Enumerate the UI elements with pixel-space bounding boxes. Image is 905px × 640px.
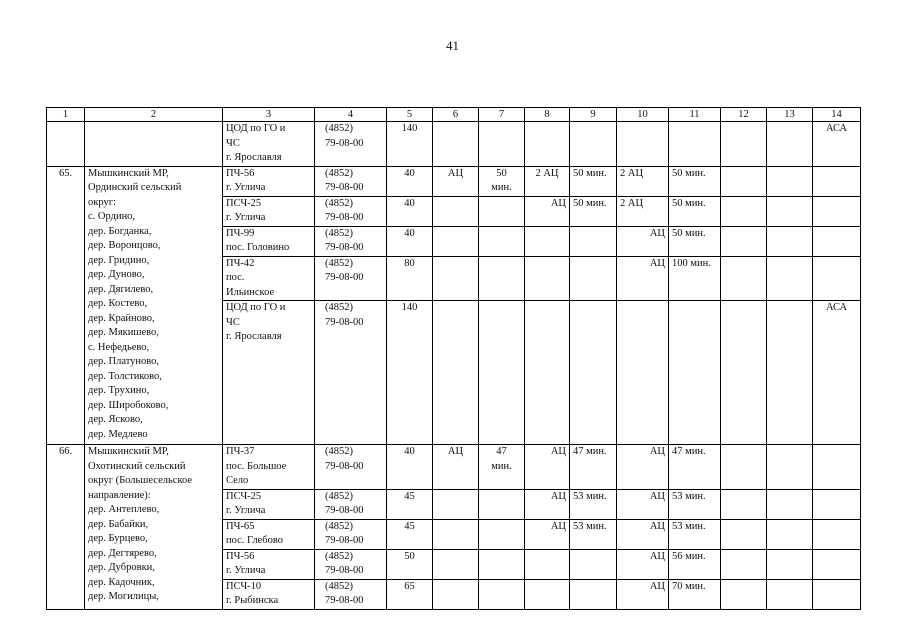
cell-10: 2 АЦ	[617, 166, 669, 196]
page-number: 41	[446, 38, 459, 53]
cell-8: АЦ	[525, 445, 570, 490]
cell-8	[525, 301, 570, 445]
cell-12	[721, 549, 767, 579]
row-number: 66.	[47, 445, 85, 610]
table-row	[47, 122, 861, 167]
cell-14	[813, 489, 861, 519]
cell-12	[721, 226, 767, 256]
unit-cell: ЦОД по ГО и ЧС г. Ярославля	[223, 301, 315, 445]
cell-6	[433, 226, 479, 256]
header-cell: 14	[813, 108, 861, 122]
cell-10: АЦ	[617, 579, 669, 609]
header-cell: 5	[387, 108, 433, 122]
table-row	[47, 166, 861, 196]
cell-10: АЦ	[617, 519, 669, 549]
cell-7	[479, 122, 525, 167]
settlement-cell: Мышкинский МР, Охотинский сельский округ (Большесельское направление): дер. Антеплево, дер. Бабайки, дер. Бурцево, дер. Дегтярево, дер. Дубровки, дер. Кадочник, дер. Могилицы,	[85, 445, 223, 610]
unit-cell: ПСЧ-10 г. Рыбинска	[223, 579, 315, 609]
cell-10: АЦ	[617, 226, 669, 256]
cell-12	[721, 489, 767, 519]
row-number	[47, 122, 85, 167]
cell-9: 53 мин.	[570, 489, 617, 519]
unit-cell: ПЧ-99 пос. Головино	[223, 226, 315, 256]
cell-9	[570, 256, 617, 301]
cell-9: 53 мин.	[570, 519, 617, 549]
cell-11: 50 мин.	[669, 196, 721, 226]
settlement-cell	[85, 122, 223, 167]
cell-6: АЦ	[433, 166, 479, 196]
cell-8	[525, 579, 570, 609]
cell-14	[813, 579, 861, 609]
cell-9: 50 мин.	[570, 196, 617, 226]
cell-14: АСА	[813, 301, 861, 445]
cell-9	[570, 301, 617, 445]
cell-7	[479, 226, 525, 256]
phone-cell: (4852) 79-08-00	[315, 519, 387, 549]
header-cell: 13	[767, 108, 813, 122]
phone-cell: (4852) 79-08-00	[315, 196, 387, 226]
cell-6	[433, 196, 479, 226]
cell-7: 50 мин.	[479, 166, 525, 196]
cell-9: 47 мин.	[570, 445, 617, 490]
cell-10: АЦ	[617, 549, 669, 579]
cell-14	[813, 256, 861, 301]
cell-13	[767, 489, 813, 519]
unit-cell: ПСЧ-25 г. Углича	[223, 489, 315, 519]
cell-6: АЦ	[433, 445, 479, 490]
header-row	[47, 108, 861, 122]
unit-cell: ПЧ-65 пос. Глебово	[223, 519, 315, 549]
cell-13	[767, 301, 813, 445]
distance-cell: 40	[387, 196, 433, 226]
header-cell: 2	[85, 108, 223, 122]
header-cell: 8	[525, 108, 570, 122]
cell-10	[617, 301, 669, 445]
cell-13	[767, 519, 813, 549]
unit-cell: ПЧ-42 пос. Ильинское	[223, 256, 315, 301]
cell-6	[433, 489, 479, 519]
cell-14: АСА	[813, 122, 861, 167]
cell-11: 47 мин.	[669, 445, 721, 490]
cell-8	[525, 549, 570, 579]
phone-cell: (4852) 79-08-00	[315, 256, 387, 301]
distance-cell: 80	[387, 256, 433, 301]
distance-cell: 65	[387, 579, 433, 609]
cell-11: 70 мин.	[669, 579, 721, 609]
cell-11: 50 мин.	[669, 226, 721, 256]
cell-13	[767, 196, 813, 226]
settlement-cell: Мышкинский МР, Ординский сельский округ: с. Ордино, дер. Богданка, дер. Воронцово, дер. Гридино, дер. Дуново, дер. Дягилево, дер. Костево, дер. Крайново, дер. Мякишево, с. Нефедьево, дер. Платуново, дер. Толстиково, дер. Трухино, дер. Широбоково, дер. Ясково, дер. Медлево	[85, 166, 223, 445]
cell-13	[767, 122, 813, 167]
cell-9: 50 мин.	[570, 166, 617, 196]
header-cell: 9	[570, 108, 617, 122]
header-cell: 6	[433, 108, 479, 122]
cell-7	[479, 489, 525, 519]
cell-8	[525, 226, 570, 256]
cell-8	[525, 122, 570, 167]
header-cell: 11	[669, 108, 721, 122]
cell-13	[767, 166, 813, 196]
cell-13	[767, 579, 813, 609]
distance-cell: 50	[387, 549, 433, 579]
unit-cell: ПЧ-37 пос. Большое Село	[223, 445, 315, 490]
cell-6	[433, 549, 479, 579]
cell-7	[479, 579, 525, 609]
cell-9	[570, 122, 617, 167]
unit-cell: ПЧ-56 г. Углича	[223, 166, 315, 196]
distance-cell: 40	[387, 445, 433, 490]
cell-11: 53 мин.	[669, 519, 721, 549]
phone-cell: (4852) 79-08-00	[315, 579, 387, 609]
cell-14	[813, 226, 861, 256]
cell-12	[721, 122, 767, 167]
cell-10: АЦ	[617, 445, 669, 490]
cell-8	[525, 256, 570, 301]
distance-cell: 140	[387, 301, 433, 445]
cell-7	[479, 519, 525, 549]
cell-8: АЦ	[525, 489, 570, 519]
phone-cell: (4852) 79-08-00	[315, 301, 387, 445]
phone-cell: (4852) 79-08-00	[315, 445, 387, 490]
distance-cell: 45	[387, 489, 433, 519]
cell-14	[813, 196, 861, 226]
cell-12	[721, 579, 767, 609]
header-cell: 7	[479, 108, 525, 122]
cell-11: 100 мин.	[669, 256, 721, 301]
distance-cell: 40	[387, 166, 433, 196]
cell-8: 2 АЦ	[525, 166, 570, 196]
header-cell: 12	[721, 108, 767, 122]
cell-7: 47 мин.	[479, 445, 525, 490]
cell-14	[813, 166, 861, 196]
cell-12	[721, 256, 767, 301]
cell-9	[570, 549, 617, 579]
cell-10: АЦ	[617, 256, 669, 301]
phone-cell: (4852) 79-08-00	[315, 166, 387, 196]
cell-6	[433, 579, 479, 609]
cell-7	[479, 196, 525, 226]
unit-cell: ЦОД по ГО и ЧС г. Ярославля	[223, 122, 315, 167]
cell-11: 50 мин.	[669, 166, 721, 196]
distance-cell: 40	[387, 226, 433, 256]
unit-cell: ПСЧ-25 г. Углича	[223, 196, 315, 226]
phone-cell: (4852) 79-08-00	[315, 226, 387, 256]
response-table	[46, 107, 861, 610]
cell-13	[767, 445, 813, 490]
cell-7	[479, 256, 525, 301]
cell-9	[570, 579, 617, 609]
cell-6	[433, 256, 479, 301]
cell-12	[721, 445, 767, 490]
header-cell: 10	[617, 108, 669, 122]
phone-cell: (4852) 79-08-00	[315, 549, 387, 579]
cell-12	[721, 196, 767, 226]
cell-13	[767, 549, 813, 579]
cell-10: 2 АЦ	[617, 196, 669, 226]
cell-12	[721, 301, 767, 445]
cell-6	[433, 301, 479, 445]
cell-11: 56 мин.	[669, 549, 721, 579]
cell-11	[669, 301, 721, 445]
cell-9	[570, 226, 617, 256]
cell-6	[433, 122, 479, 167]
phone-cell: (4852) 79-08-00	[315, 122, 387, 167]
cell-10	[617, 122, 669, 167]
cell-7	[479, 301, 525, 445]
header-cell: 4	[315, 108, 387, 122]
cell-10: АЦ	[617, 489, 669, 519]
cell-14	[813, 445, 861, 490]
header-cell: 3	[223, 108, 315, 122]
distance-cell: 140	[387, 122, 433, 167]
cell-8: АЦ	[525, 196, 570, 226]
table-row	[47, 445, 861, 490]
cell-8: АЦ	[525, 519, 570, 549]
cell-11	[669, 122, 721, 167]
distance-cell: 45	[387, 519, 433, 549]
cell-6	[433, 519, 479, 549]
cell-11: 53 мин.	[669, 489, 721, 519]
cell-12	[721, 166, 767, 196]
unit-cell: ПЧ-56 г. Углича	[223, 549, 315, 579]
row-number: 65.	[47, 166, 85, 445]
header-cell: 1	[47, 108, 85, 122]
cell-14	[813, 549, 861, 579]
phone-cell: (4852) 79-08-00	[315, 489, 387, 519]
cell-7	[479, 549, 525, 579]
cell-14	[813, 519, 861, 549]
cell-12	[721, 519, 767, 549]
cell-13	[767, 256, 813, 301]
cell-13	[767, 226, 813, 256]
